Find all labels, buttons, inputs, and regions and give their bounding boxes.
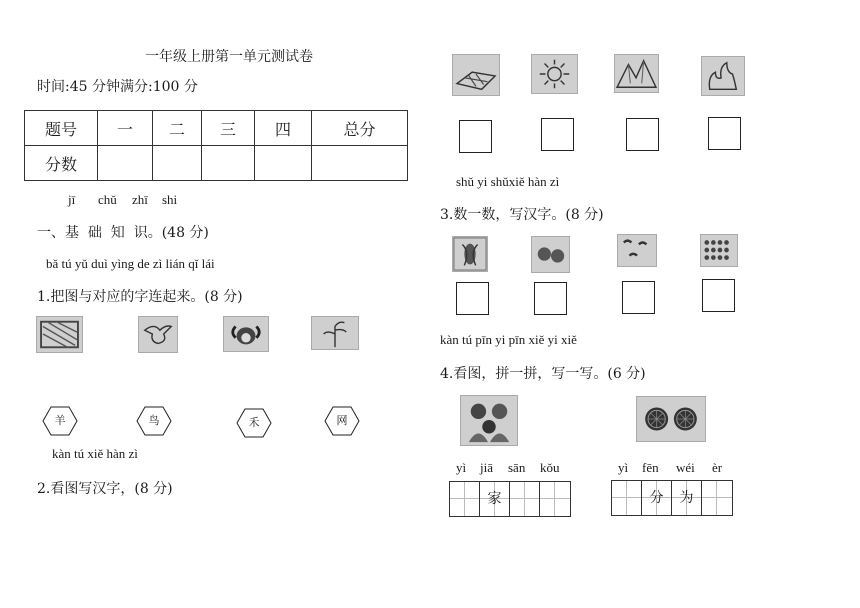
writing-grid-left — [449, 481, 571, 517]
sheep-image — [223, 316, 269, 352]
grid-cell[interactable] — [702, 481, 732, 515]
grid-cell[interactable]: 分 — [642, 481, 672, 515]
q2-pinyin: kàn tú xiě hàn zì — [52, 446, 138, 461]
field-image — [452, 54, 500, 96]
pinyin-yi: yì — [618, 460, 629, 475]
char-text: 禾 — [248, 416, 260, 429]
grid-cell[interactable] — [540, 482, 570, 516]
q1-pinyin: bǎ tú yǔ duì yìng de zì lián qǐ lái — [46, 256, 215, 271]
grid-cell[interactable] — [612, 481, 642, 515]
pinyin-ji: jī — [68, 192, 76, 207]
char-label-he[interactable] — [236, 408, 272, 438]
grid-cell[interactable]: 家 — [480, 482, 510, 516]
char-text: 网 — [336, 414, 348, 427]
pinyin-jia: jiā — [480, 460, 493, 475]
table-row — [25, 111, 408, 146]
pinyin-kou: kǒu — [540, 460, 560, 475]
grid-cell[interactable]: 为 — [672, 481, 702, 515]
char-label-yang[interactable] — [42, 406, 78, 436]
pinyin-zhi: zhī — [132, 192, 148, 207]
table-cell: 一 — [98, 111, 153, 146]
answer-box[interactable] — [541, 118, 574, 151]
section-heading: 一、基 础 知 识。(48 分) — [37, 225, 209, 241]
net-image — [36, 316, 83, 353]
score-table — [24, 110, 408, 181]
table-cell: 三 — [202, 111, 255, 146]
q1-title: 1.把图与对应的字连起来。(8 分) — [37, 289, 243, 305]
two-fruit-image — [531, 236, 570, 273]
grid-cell[interactable] — [510, 482, 540, 516]
answer-box[interactable] — [534, 282, 567, 315]
table-cell[interactable] — [153, 146, 202, 181]
orange-halves-image — [636, 396, 706, 442]
pinyin-chu: chǔ — [98, 192, 117, 207]
table-cell[interactable] — [98, 146, 153, 181]
table-cell[interactable] — [312, 146, 408, 181]
table-cell: 二 — [153, 111, 202, 146]
char-label-niao[interactable] — [136, 406, 172, 436]
many-item-image — [700, 234, 738, 267]
pinyin-yi: yì — [456, 460, 467, 475]
doc-title: 一年级上册第一单元测试卷 — [145, 49, 313, 65]
answer-box[interactable] — [459, 120, 492, 153]
char-label-wang[interactable] — [324, 406, 360, 436]
writing-grid-right — [611, 480, 733, 516]
q3-title: 3.数一数，写汉字。(8 分) — [440, 207, 604, 223]
answer-box[interactable] — [622, 281, 655, 314]
one-corn-image — [452, 236, 488, 272]
q2-title: 2.看图写汉字，(8 分) — [37, 481, 173, 497]
mountain-image — [614, 54, 659, 93]
answer-box[interactable] — [702, 279, 735, 312]
char-text: 鸟 — [148, 414, 160, 427]
three-bird-image — [617, 234, 657, 267]
pinyin-wei: wéi — [676, 460, 695, 475]
pinyin-fen: fēn — [642, 460, 659, 475]
sun-image — [531, 54, 578, 94]
table-cell: 题号 — [25, 111, 98, 146]
doc-meta: 时间:45 分钟满分:100 分 — [37, 79, 198, 95]
answer-box[interactable] — [626, 118, 659, 151]
table-cell[interactable] — [202, 146, 255, 181]
table-cell: 分数 — [25, 146, 98, 181]
table-row — [25, 146, 408, 181]
answer-box[interactable] — [708, 117, 741, 150]
grain-image — [311, 316, 359, 350]
pinyin-er: èr — [712, 460, 723, 475]
q4-pinyin: kàn tú pīn yi pīn xiě yi xiě — [440, 332, 577, 347]
table-cell: 总分 — [312, 111, 408, 146]
pinyin-san: sān — [508, 460, 526, 475]
pinyin-shi: shi — [162, 192, 178, 207]
answer-box[interactable] — [456, 282, 489, 315]
q3-pinyin: shǔ yi shǔxiě hàn zì — [456, 174, 560, 189]
char-text: 羊 — [54, 414, 66, 427]
bird-image — [138, 316, 178, 353]
fire-image — [701, 56, 745, 96]
q4-title: 4.看图，拼一拼，写一写。(6 分) — [440, 366, 646, 382]
family-image — [460, 395, 518, 446]
table-cell[interactable] — [255, 146, 312, 181]
table-cell: 四 — [255, 111, 312, 146]
grid-cell[interactable] — [450, 482, 480, 516]
